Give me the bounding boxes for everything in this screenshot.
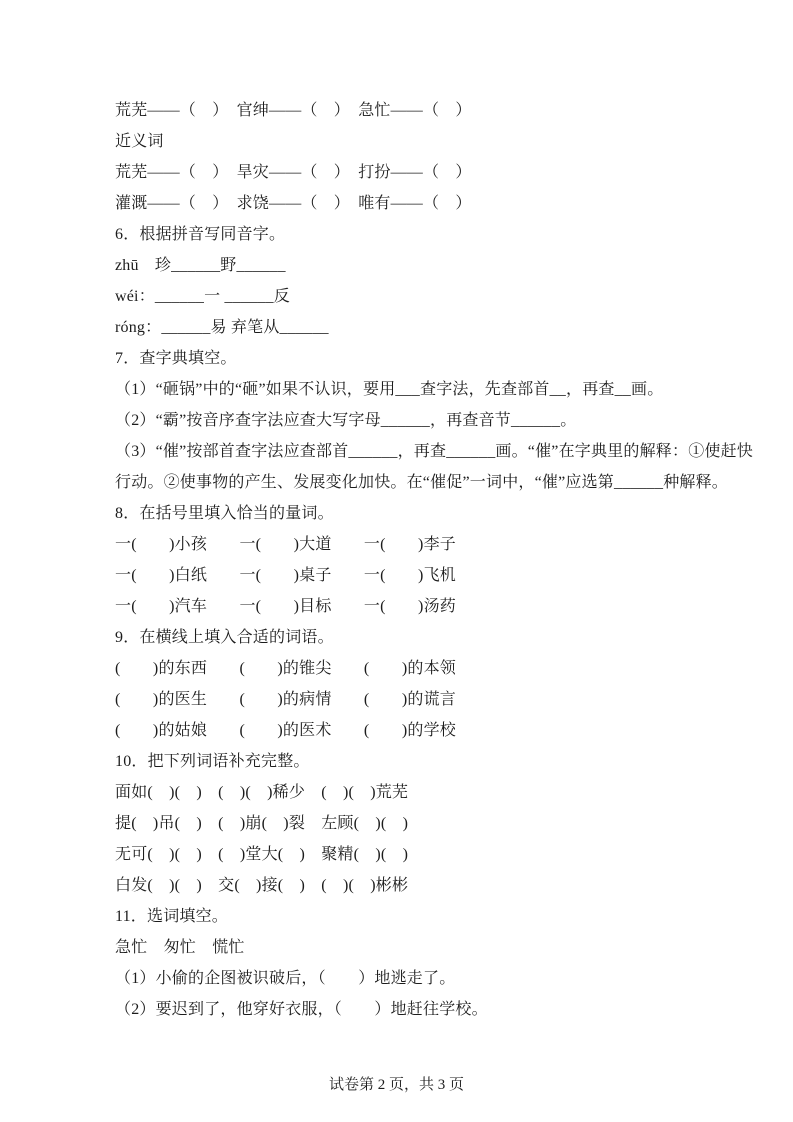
question-5-continuation: [115, 95, 775, 219]
phrase-row-1: ( )的东西 ( )的锥尖 ( )的本领: [115, 660, 456, 677]
antonym-pairs-row: 荒芜——（ ） 官绅——（ ） 急忙——（ ）: [115, 102, 472, 119]
page-number-indicator: 试卷第 2 页，共 3 页: [328, 1077, 464, 1093]
dictionary-item-3: （3）“催”按部首查字法应查部首______，再查______画。“催”在字典里的解释：①使赶快: [115, 443, 754, 460]
idiom-row-4: 白发( )( ) 交( )接( ) ( )( )彬彬: [115, 877, 409, 894]
idiom-row-1: 面如( )( ) ( )( )稀少 ( )( )荒芜: [115, 784, 409, 801]
page-footer: [0, 1076, 793, 1094]
idiom-row-3: 无可( )( ) ( )堂大( ) 聚精( )( ): [115, 846, 409, 863]
homophone-row-zhu: zhū 珍______野______: [115, 257, 286, 274]
fill-sentence-2: （2）要迟到了，他穿好衣服，（ ）地赶往学校。: [115, 1001, 488, 1018]
idiom-row-2: 提( )吊( ) ( )崩( )裂 左顾( )( ): [115, 815, 409, 832]
synonym-pairs-row-1: 荒芜——（ ） 旱灾——（ ） 打扮——（ ）: [115, 164, 472, 181]
dictionary-item-1: （1）“砸锅”中的“砸”如果不认识，要用___查字法，先查部首__，再查__画。: [115, 381, 664, 398]
measure-word-row-2: 一( )白纸 一( )桌子 一( )飞机: [115, 567, 456, 584]
question-8: [115, 498, 775, 622]
measure-word-row-1: 一( )小孩 一( )大道 一( )李子: [115, 536, 456, 553]
dictionary-item-3-continued: 行动。②使事物的产生、发展变化加快。在“催促”一词中，“催”应选第______种解释。: [115, 474, 729, 491]
synonym-section-label: 近义词: [115, 133, 164, 150]
measure-word-row-3: 一( )汽车 一( )目标 一( )汤药: [115, 598, 456, 615]
question-10-heading: 10．把下列词语补充完整。: [115, 753, 310, 770]
synonym-pairs-row-2: 灌溉——（ ） 求饶——（ ） 唯有——（ ）: [115, 195, 472, 212]
question-10: [115, 746, 775, 901]
fill-sentence-1: （1）小偷的企图被识破后，（ ）地逃走了。: [115, 970, 456, 987]
homophone-row-rong: róng：______易 弃笔从______: [115, 319, 329, 336]
question-7-heading: 7．查字典填空。: [115, 350, 237, 367]
question-7: [115, 343, 775, 498]
question-8-heading: 8．在括号里填入恰当的量词。: [115, 505, 334, 522]
phrase-row-3: ( )的姑娘 ( )的医术 ( )的学校: [115, 722, 456, 739]
dictionary-item-2: （2）“霸”按音序查字法应查大写字母______，再查音节______。: [115, 412, 577, 429]
question-9-heading: 9．在横线上填入合适的词语。: [115, 629, 334, 646]
exam-content: [115, 95, 775, 1025]
question-6-heading: 6．根据拼音写同音字。: [115, 226, 286, 243]
question-6: [115, 219, 775, 343]
word-bank: 急忙 匆忙 慌忙: [115, 939, 245, 956]
question-11: [115, 901, 775, 1025]
question-11-heading: 11．选词填空。: [115, 908, 229, 925]
phrase-row-2: ( )的医生 ( )的病情 ( )的谎言: [115, 691, 456, 708]
question-9: [115, 622, 775, 746]
homophone-row-wei: wéi：______一 ______反: [115, 288, 290, 305]
